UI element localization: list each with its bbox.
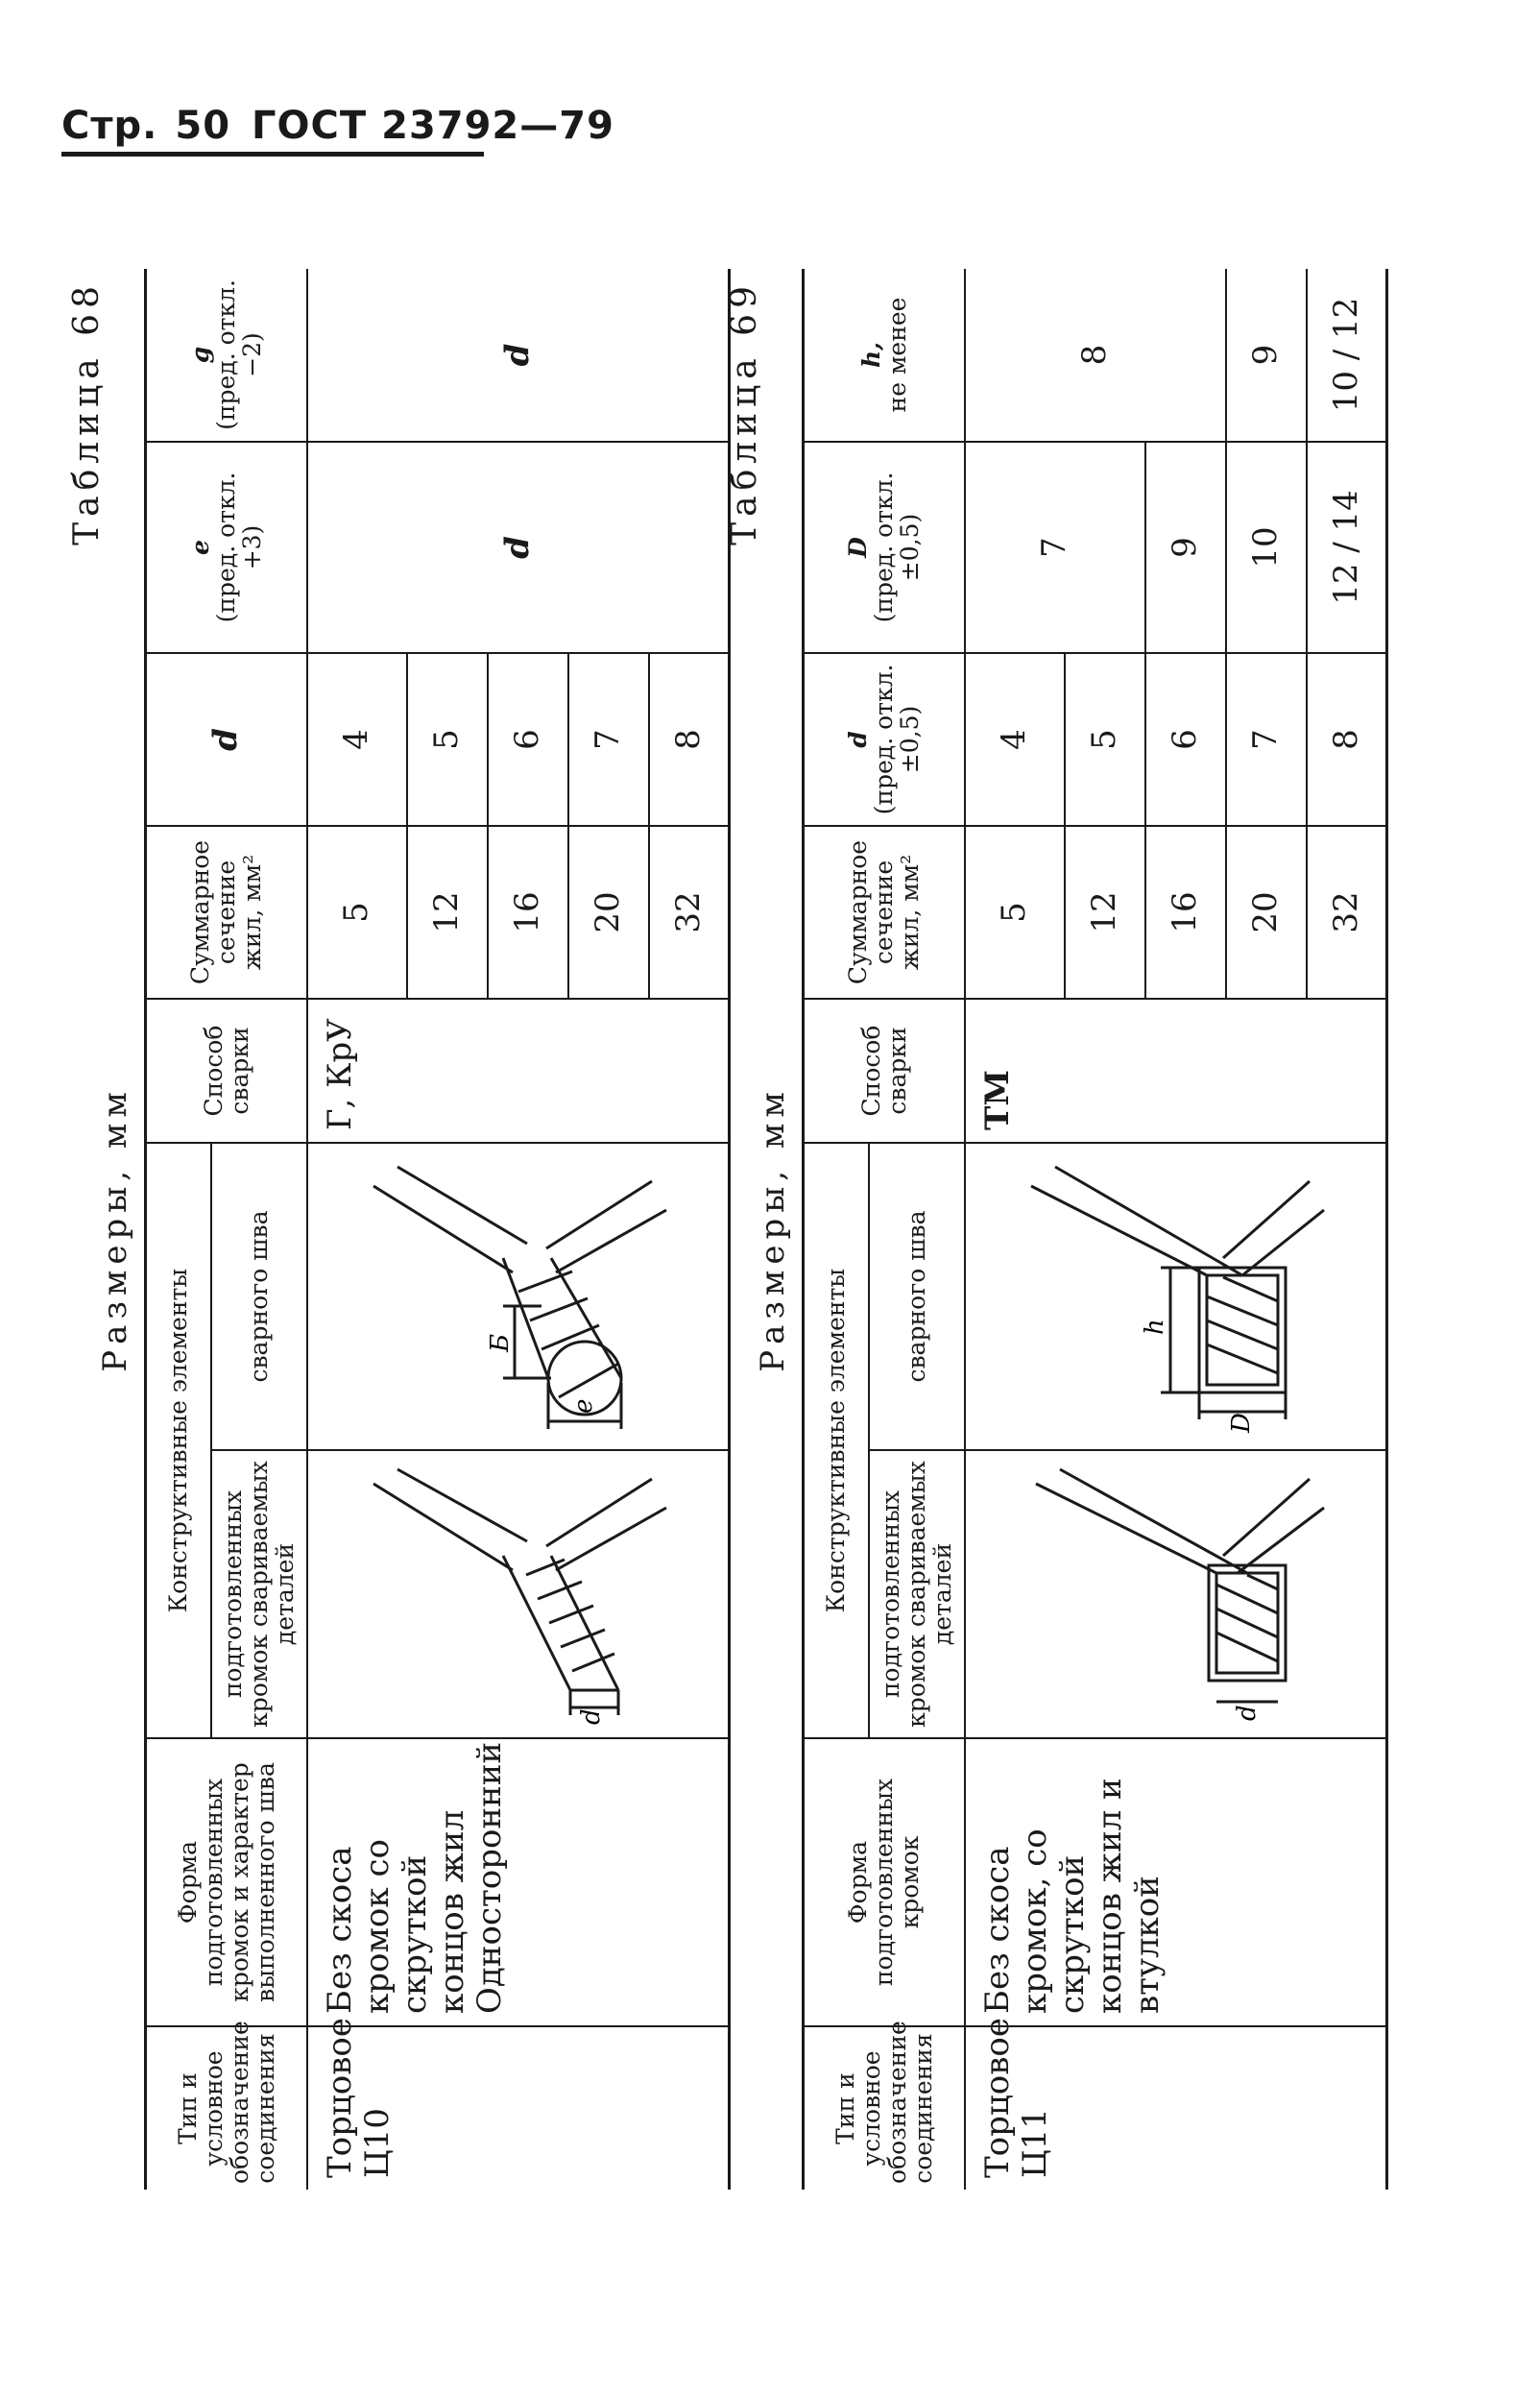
cell-D-4: 12 / 14	[1307, 442, 1387, 653]
cell-d-4: 7	[1226, 653, 1307, 826]
header-elements: Конструктивные элементы	[804, 1143, 869, 1738]
cell-D-1: 7	[965, 442, 1145, 653]
table-68	[144, 269, 731, 2190]
cell-D-4a: 12	[1326, 563, 1365, 605]
table-69-block	[725, 269, 1388, 2190]
table-69-caption: Таблица 69	[725, 280, 764, 545]
cell-section-5: 32	[649, 826, 730, 999]
header-weld: сварного шва	[869, 1143, 965, 1450]
cell-d-4: 7	[568, 653, 649, 826]
cell-D-2: 9	[1145, 442, 1226, 653]
header-g	[146, 269, 307, 442]
header-form: Форма подготовленных кромок	[804, 1738, 965, 2026]
cell-h-3: 10 / 12	[1307, 269, 1387, 442]
cell-D-5: 14	[1326, 490, 1365, 532]
header-method: Способ сварки	[804, 999, 965, 1143]
header-elements: Конструктивные элементы	[146, 1143, 211, 1738]
cell-method: Г, КрУ	[307, 999, 730, 1143]
header-h-symbol: h,	[856, 342, 885, 368]
page-header	[61, 104, 614, 148]
cell-method: ТМ	[965, 999, 1387, 1143]
weld-seam-drawing	[359, 1152, 676, 1441]
cell-D-3: 10	[1226, 442, 1307, 653]
cell-weld-drawing	[965, 1143, 1387, 1450]
table-68-sizes-caption: Размеры, мм	[96, 1086, 134, 1372]
cell-form: Без скоса кромок, со скруткой концов жил и втулкой	[965, 1738, 1387, 2026]
cell-prepared-drawing	[965, 1450, 1387, 1738]
cell-section-5: 32	[1307, 826, 1387, 999]
cell-d-2: 5	[407, 653, 488, 826]
header-form: Форма подготовленных кромок и характер выполненного шва	[146, 1738, 307, 2026]
prepared-edges-drawing	[359, 1460, 676, 1729]
cell-d-5: 8	[1307, 653, 1387, 826]
cell-section-4: 20	[568, 826, 649, 999]
prepared-d-label: d	[577, 1708, 607, 1725]
cell-e: d	[307, 442, 730, 653]
header-section: Суммарное сечение жил, мм²	[146, 826, 307, 999]
header-e	[146, 442, 307, 653]
prepared-d-label: d	[1233, 1705, 1263, 1721]
table-68-block	[67, 269, 731, 2190]
cell-d-3: 6	[1145, 653, 1226, 826]
cell-h-4: 12	[1326, 297, 1365, 339]
cell-d-1: 4	[965, 653, 1065, 826]
header-d: d	[146, 653, 307, 826]
cell-d-1: 4	[307, 653, 407, 826]
cell-h-1: 8	[965, 269, 1226, 442]
cell-section-2: 12	[407, 826, 488, 999]
cell-d-2: 5	[1065, 653, 1145, 826]
cell-section-1: 5	[965, 826, 1065, 999]
header-g-symbol: g	[186, 346, 215, 364]
header-D	[804, 442, 965, 653]
cell-h-3a: 10	[1326, 371, 1365, 413]
cell-section-3: 16	[488, 826, 568, 999]
cell-d-5: 8	[649, 653, 730, 826]
header-D-symbol: D	[844, 537, 873, 558]
cell-type: Торцовое Ц11	[965, 2026, 1387, 2190]
cell-weld-drawing	[307, 1143, 730, 1450]
weld-D-label: D	[1227, 1413, 1257, 1433]
header-d-symbol: d	[844, 731, 873, 748]
cell-section-2: 12	[1065, 826, 1145, 999]
header-method: Способ сварки	[146, 999, 307, 1143]
header-d	[804, 653, 965, 826]
cell-form: Без скоса кромок со скруткой концов жил Односторонний	[307, 1738, 730, 2026]
table-68-caption: Таблица 68	[67, 280, 107, 545]
header-prepared: подготовленных кромок свариваемых деталей	[211, 1450, 307, 1738]
cell-section-3: 16	[1145, 826, 1226, 999]
cell-g: d	[307, 269, 730, 442]
header-weld: сварного шва	[211, 1143, 307, 1450]
cell-d-3: 6	[488, 653, 568, 826]
prepared-sleeve-drawing	[1017, 1460, 1334, 1729]
weld-e-label: e	[569, 1398, 599, 1414]
cell-section-4: 20	[1226, 826, 1307, 999]
cell-section-1: 5	[307, 826, 407, 999]
weld-b-label: Б	[486, 1333, 516, 1352]
cell-type: Торцовое Ц10	[307, 2026, 730, 2190]
standard-number: ГОСТ 23792—79	[252, 104, 614, 148]
table-69-sizes-caption: Размеры, мм	[754, 1086, 792, 1372]
cell-h-2: 9	[1226, 269, 1307, 442]
header-section: Суммарное сечение жил, мм²	[804, 826, 965, 999]
header-rule	[61, 152, 484, 157]
header-g-tolerance: (пред. откл. −2)	[212, 279, 267, 430]
header-h-tolerance: не менее	[882, 297, 911, 413]
weld-sleeve-drawing	[1017, 1152, 1334, 1441]
header-h	[804, 269, 965, 442]
table-69	[802, 269, 1388, 2190]
header-e-symbol: e	[186, 540, 215, 555]
header-type: Тип и условное обозначение соединения	[804, 2026, 965, 2190]
header-d-tolerance: (пред. откл. ±0,5)	[870, 664, 925, 815]
page-number: 50	[175, 104, 231, 148]
cell-prepared-drawing	[307, 1450, 730, 1738]
weld-h-label: h	[1141, 1319, 1170, 1335]
header-prepared: подготовленных кромок свариваемых деталей	[869, 1450, 965, 1738]
header-type: Тип и условное обозначение соединения	[146, 2026, 307, 2190]
header-e-tolerance: (пред. откл. +3)	[212, 472, 267, 623]
page-label: Стр.	[61, 104, 158, 148]
header-D-tolerance: (пред. откл. ±0,5)	[870, 472, 925, 623]
